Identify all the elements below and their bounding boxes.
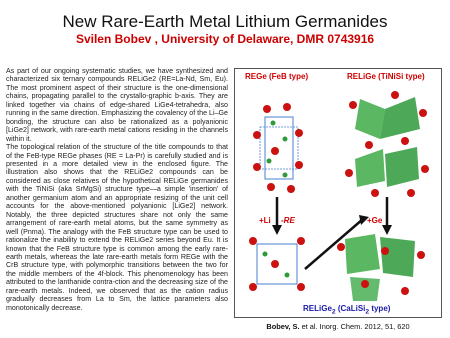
citation-authors: Bobev, S. — [266, 322, 300, 331]
label-tinisi-type: RELiGe (TiNiSi type) — [347, 72, 425, 81]
label-calisi2-type — [303, 304, 390, 316]
calisi2-structure-panel — [337, 234, 425, 301]
body-text — [6, 67, 228, 312]
crystal-structure-figure — [234, 68, 442, 318]
label-plus-li: +Li — [259, 216, 271, 225]
body-paragraph-1: As part of our ongoing systematic studies, we have synthesized and characterized six ternary compounds RELiGe2 (RE=La-Nd, Sm, Eu). The most prominent aspect of their structure is the one-dimensional chains, propagating parallel to the crystallo-graphic b-axis. They are linked together via chains of edge-shared LiGe4-tetrahedra, also running in the same direction. Emphasizing the covalency of the Li–Ge bonding, the structure can also be rationalized as a polyanionic [LiGe2] network, with rare-earth metal cations residing in the channels within it. — [6, 67, 228, 143]
label-bottom-suffix: (CaLiSi — [335, 304, 366, 313]
feb-structure-panel — [253, 103, 303, 193]
label-bottom-sub: 2 — [331, 308, 336, 316]
bottom-left-structure — [249, 237, 305, 291]
slide-title: New Rare-Earth Metal Lithium Germanides — [62, 12, 388, 31]
tinisi-structure-panel — [345, 91, 429, 197]
label-ferb-type: REGe (FeB type) — [245, 72, 309, 81]
label-minus-re: -RE — [281, 216, 295, 225]
label-bottom-end: type) — [369, 304, 391, 313]
label-plus-ge: +Ge — [367, 216, 383, 225]
citation — [234, 322, 442, 331]
slide-subtitle: Svilen Bobev , University of Delaware, DMR 0743916 — [75, 32, 375, 46]
label-bottom-prefix: RELiGe — [303, 304, 332, 313]
label-bottom-sub2: 2 — [365, 308, 370, 316]
structure-drawing — [235, 69, 441, 317]
body-paragraph-2: The topological relation of the structure of the title compounds to that of the FeB-type REGe phases (RE = La-Pr) is carefully studied and is presented in a more detailed view in the enclosed figure. The illustration also shows that the RELiGe2 compounds can be considered as close relatives of the hypothetical RELiGe germanides with the TiNiSi (aka SrMgSi) structure type—a simple 'insertion' of another germanium atom and an appropriate resizing of the unit cell accounts for the above-mentioned polyanionic [LiGe2] network. Notably, the three depicted structures share not only the same arrangement of rare-earth metal atoms, but the same symmetry as well (Pnma). The analogy with the FeB structure type can be used to rationalize the inability to extend the RELiGe2 series beyond Eu. It is known that the FeB structure type is common among the early rare-earth metals, whereas the late rare-earth metals form REGe with the CrB structure type, with polymorphic transitions between the two for the middle members of the 4f-block. This phenomenology has been attributed to the lanthanide contra-ction and the decreasing size of the rare-earth metals. Indeed, we observed that as the cation radius gradually decreases from La to Sm, the lattice parameters also monotonically decrease. — [6, 143, 228, 312]
citation-rest: et al. Inorg. Chem. 2012, 51, 620 — [299, 322, 410, 331]
